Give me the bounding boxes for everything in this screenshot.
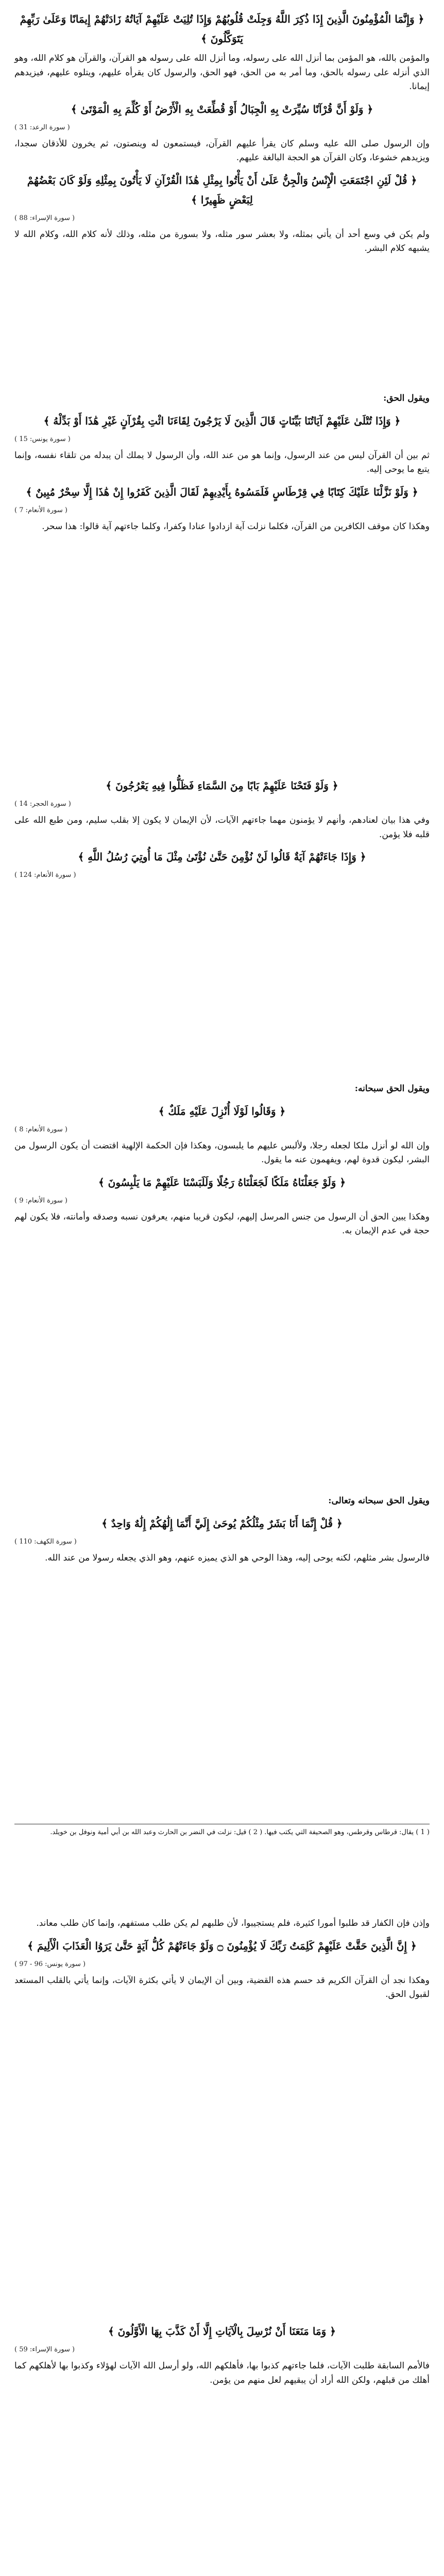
verse-10-reference: ( سورة الكهف: 110 ) [14, 1537, 77, 1546]
verse-11-reference: ( سورة يونس: 96 - 97 ) [14, 1960, 86, 1968]
paragraph-2: وإن الرسول صلى الله عليه وسلم كان يقرأ عليهم القرآن، فيستمعون له وينصتون، ثم يخرون للأذقان سجدا، ويزيدهم خشوعا، وكان القرآن هو الحجة البالغة عليهم. [14, 138, 430, 163]
footnote: ( 1 ) يقال: قرطاس وقرطس، وهو الصحيفة التي يكتب فيها. ( 2 ) قيل: نزلت في النضر بن الحارث وعبد الله بن أبي أمية ونوفل بن خويلد. [14, 1824, 430, 1838]
paragraph-1: والمؤمن بالله، هو المؤمن بما أنزل الله على رسوله، وما أنزل الله على رسوله هو القرآن، والقرآن هو كلام الله، وهو الذي أنزله على رسوله بالحق، وما أمر به من الحق، فهو الحق، والرسول كان يقرأه عليهم، ويتلوه عليهم، فيزيدهم إيمانا. [14, 53, 430, 92]
verse-10: ﴿ قُلْ إِنَّمَا أَنَا بَشَرٌ مِثْلُكُمْ يُوحَىٰ إِلَيَّ أَنَّمَا إِلَٰهُكُمْ إِلَٰهٌ وَاحِدٌ ﴾ [101, 1517, 343, 1530]
verse-2-reference: ( سورة الرعد: 31 ) [14, 123, 70, 131]
verse-4-reference: ( سورة يونس: 15 ) [14, 435, 71, 443]
verse-5-reference: ( سورة الأنعام: 7 ) [14, 506, 67, 514]
verse-9: ﴿ وَلَوْ جَعَلْنَاهُ مَلَكًا لَجَعَلْنَاهُ رَجُلًا وَلَلَبَسْنَا عَلَيْهِمْ مَا يَلْبِسُونَ ﴾ [98, 1176, 346, 1189]
verse-3: ﴿ قُلْ لَئِنِ اجْتَمَعَتِ الْإِنْسُ وَالْجِنُّ عَلَىٰ أَنْ يَأْتُوا بِمِثْلِ هَٰذَا الْقُرْآنِ لَا يَأْتُونَ بِمِثْلِهِ وَلَوْ كَانَ بَعْضُهُمْ لِبَعْضٍ ظَهِيرًا ﴾ [27, 174, 417, 206]
paragraph-15: فالأمم السابقة طلبت الآيات، فلما جاءتهم كذبوا بها، فأهلكهم الله، ولو أرسل الله الآيات لهؤلاء وكذبوا بها لأهلكهم كما أهلك من قبلهم، ولكن الله أراد أن يبقيهم لعل منهم من يؤمن. [14, 2361, 430, 2385]
verse-8-reference: ( سورة الأنعام: 8 ) [14, 1125, 67, 1133]
paragraph-12: فالرسول بشر مثلهم، لكنه يوحى إليه، وهذا الوحي هو الذي يميزه عنهم، وهو الذي يجعله رسولا من عند الله. [45, 1552, 430, 1563]
verse-9-reference: ( سورة الأنعام: 9 ) [14, 1196, 67, 1205]
paragraph-11: ويقول الحق سبحانه وتعالى: [328, 1496, 430, 1506]
paragraph-13: وإذن فإن الكفار قد طلبوا أمورا كثيرة، فلم يستجيبوا، لأن طلبهم لم يكن طلب مستفهم، وإنما كان طلب معاند. [36, 1918, 430, 1928]
section-3 [14, 773, 430, 885]
footnote-section [14, 1824, 430, 1838]
paragraph-4: ويقول الحق: [383, 393, 430, 403]
paragraph-8: ويقول الحق سبحانه: [354, 1083, 430, 1094]
paragraph-3: ولم يكن في وسع أحد أن يأتي بمثله، ولا بعشر سور مثله، ولا بسورة من مثله، وذلك لأنه كلام الله، وكلام الله لا يشبهه كلام البشر. [14, 229, 430, 254]
section-6 [14, 1917, 430, 2007]
verse-11: ﴿ إِنَّ الَّذِينَ حَقَّتْ عَلَيْهِمْ كَلِمَتُ رَبِّكَ لَا يُؤْمِنُونَ ۝ وَلَوْ جَاءَتْهُمْ كُلُّ آيَةٍ حَتَّىٰ يَرَوُا الْعَذَابَ الْأَلِيمَ ﴾ [27, 1939, 417, 1952]
section-7 [14, 2318, 430, 2393]
paragraph-14: وهكذا نجد أن القرآن الكريم قد حسم هذه القضية، وبين أن الإيمان لا يأتي بكثرة الآيات، وإنما يأتي بالقلب المستعد لقبول الحق. [14, 1975, 430, 2000]
verse-12: ﴿ وَمَا مَنَعَنَا أَنْ نُرْسِلَ بِالْآيَاتِ إِلَّا أَنْ كَذَّبَ بِهَا الْأَوَّلُونَ ﴾ [108, 2325, 336, 2337]
verse-8: ﴿ وَقَالُوا لَوْلَا أُنْزِلَ عَلَيْهِ مَلَكٌ ﴾ [158, 1105, 286, 1117]
verse-12-reference: ( سورة الإسراء: 59 ) [14, 2346, 75, 2353]
opening-verse: ﴿ وَإِنَّمَا الْمُؤْمِنُونَ الَّذِينَ إِذَا ذُكِرَ اللَّهُ وَجِلَتْ قُلُوبُهُمْ وَإِذَا تُلِيَتْ عَلَيْهِمْ آيَاتُهُ زَادَتْهُمْ إِيمَانًا وَعَلَىٰ رَبِّهِمْ يَتَوَكَّلُونَ ﴾ [20, 13, 424, 45]
verse-6: ﴿ وَلَوْ فَتَحْنَا عَلَيْهِمْ بَابًا مِنَ السَّمَاءِ فَظَلُّوا فِيهِ يَعْرُجُونَ ﴾ [106, 779, 338, 792]
verse-7: ﴿ وَإِذَا جَاءَتْهُمْ آيَةٌ قَالُوا لَنْ نُؤْمِنَ حَتَّىٰ نُؤْتَىٰ مِثْلَ مَا أُوتِيَ رُسُلُ اللَّهِ ﴾ [78, 851, 366, 863]
section-1 [14, 6, 430, 261]
verse-3-reference: ( سورة الإسراء: 88 ) [14, 214, 75, 222]
section-5 [14, 1494, 430, 1570]
section-2 [14, 392, 430, 539]
paragraph-6: وهكذا كان موقف الكافرين من القرآن، فكلما نزلت آية ازدادوا عنادا وكفرا، وكلما جاءتهم آية قالوا: هذا سحر. [42, 521, 430, 532]
verse-7-reference: ( سورة الأنعام: 124 ) [14, 871, 76, 879]
paragraph-7: وفي هذا بيان لعنادهم، وأنهم لا يؤمنون مهما جاءتهم الآيات، لأن الإيمان لا يكون إلا بقلب سليم، ومن طبع الله على قلبه فلا يؤمن. [14, 815, 430, 840]
paragraph-5: ثم بين أن القرآن ليس من عند الرسول، وإنما هو من عند الله، وأن الرسول لا يملك أن يبدله من تلقاء نفسه، وإنما يتبع ما يوحى إليه. [14, 450, 430, 475]
verse-2: ﴿ وَلَوْ أَنَّ قُرْآنًا سُيِّرَتْ بِهِ الْجِبَالُ أَوْ قُطِّعَتْ بِهِ الْأَرْضُ أَوْ كُلِّمَ بِهِ الْمَوْتَىٰ ﴾ [71, 103, 373, 115]
section-4 [14, 1082, 430, 1244]
paragraph-9: وإن الله لو أنزل ملكا لجعله رجلا، ولألبس عليهم ما يلبسون، وهكذا فإن الحكمة الإلهية اقتضت أن يكون الرسول من البشر، ليكون قدوة لهم، ويفهمون عنه ما يقول. [14, 1140, 430, 1165]
verse-4: ﴿ وَإِذَا تُتْلَىٰ عَلَيْهِمْ آيَاتُنَا بَيِّنَاتٍ قَالَ الَّذِينَ لَا يَرْجُونَ لِقَاءَنَا ائْتِ بِقُرْآنٍ غَيْرِ هَٰذَا أَوْ بَدِّلْهُ ﴾ [43, 414, 401, 427]
paragraph-10: وهكذا يبين الحق أن الرسول من جنس المرسل إليهم، ليكون قريبا منهم، يعرفون نسبه وصدقه وأمانته، فلا يكون لهم حجة في عدم الإيمان به. [14, 1211, 430, 1236]
verse-6-reference: ( سورة الحجر: 14 ) [14, 800, 71, 808]
verse-5: ﴿ وَلَوْ نَزَّلْنَا عَلَيْكَ كِتَابًا فِي قِرْطَاسٍ فَلَمَسُوهُ بِأَيْدِيهِمْ لَقَالَ الَّذِينَ كَفَرُوا إِنْ هَٰذَا إِلَّا سِحْرٌ مُبِينٌ ﴾ [26, 485, 418, 498]
